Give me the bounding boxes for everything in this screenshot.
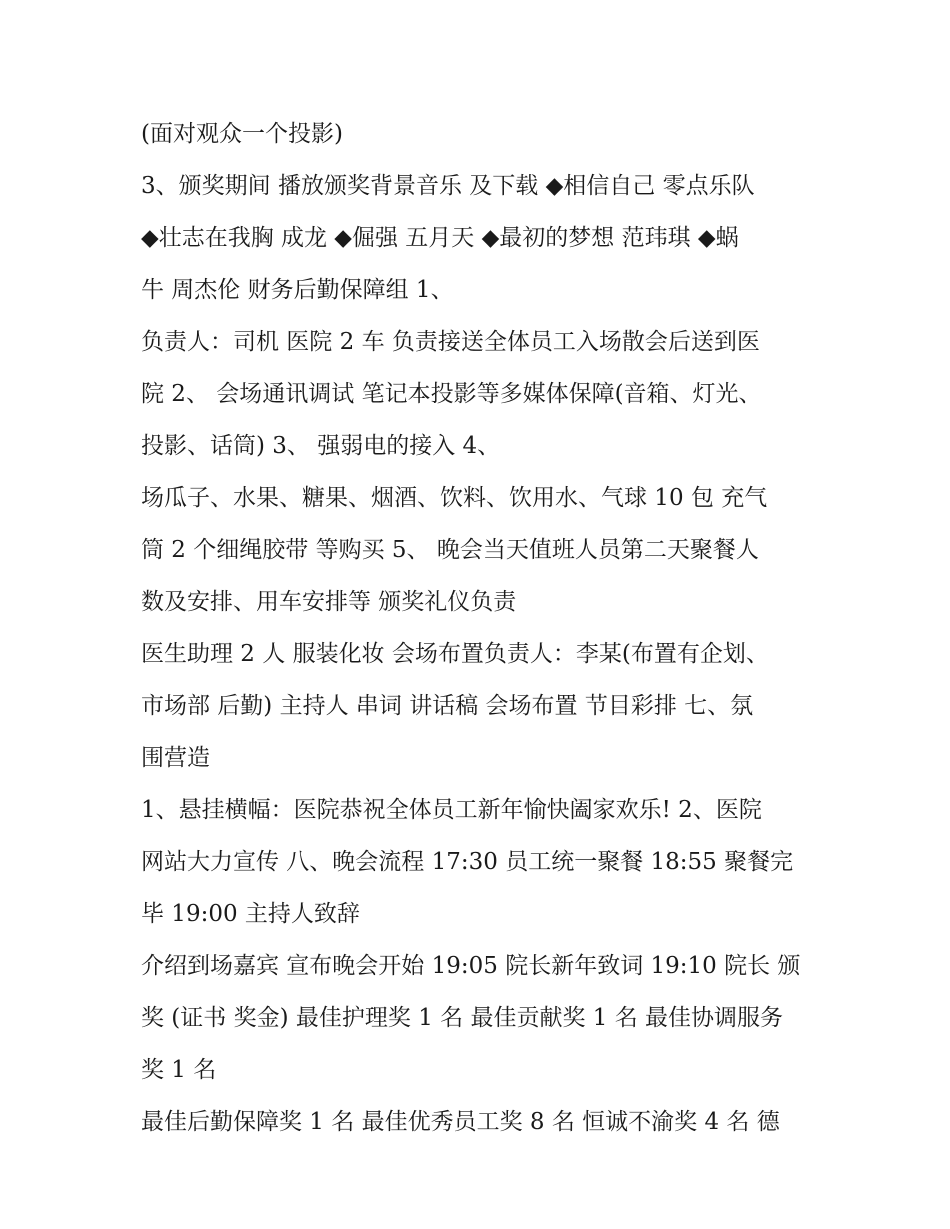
text-line: 负责人：司机 医院 2 车 负责接送全体员工入场散会后送到医 <box>141 329 760 355</box>
text-line: 介绍到场嘉宾 宣布晚会开始 19:05 院长新年致词 19:10 院长 颁 <box>141 953 801 979</box>
text-line: 毕 19:00 主持人致辞 <box>141 901 360 927</box>
text-line: 数及安排、用车安排等 颁奖礼仪负责 <box>141 589 517 615</box>
text-line: 市场部 后勤) 主持人 串词 讲话稿 会场布置 节目彩排 七、氛 <box>141 693 754 719</box>
text-line: 3、颁奖期间 播放颁奖背景音乐 及下载 ◆相信自己 零点乐队 <box>141 173 755 199</box>
text-line: 奖 (证书 奖金) 最佳护理奖 1 名 最佳贡献奖 1 名 最佳协调服务 <box>141 1005 784 1031</box>
text-line: 网站大力宣传 八、晚会流程 17:30 员工统一聚餐 18:55 聚餐完 <box>141 849 794 875</box>
text-line: 奖 1 名 <box>141 1057 217 1083</box>
text-line: 牛 周杰伦 财务后勤保障组 1、 <box>141 277 454 303</box>
text-line: 筒 2 个细绳胶带 等购买 5、 晚会当天值班人员第二天聚餐人 <box>141 537 759 563</box>
text-line: 1、悬挂横幅：医院恭祝全体员工新年愉快阖家欢乐! 2、医院 <box>141 797 762 823</box>
text-line: 围营造 <box>141 745 210 771</box>
text-line: 院 2、 会场通讯调试 笔记本投影等多媒体保障(音箱、灯光、 <box>141 381 762 407</box>
text-line: ◆壮志在我胸 成龙 ◆倔强 五月天 ◆最初的梦想 范玮琪 ◆蜗 <box>141 225 739 251</box>
text-line: 投影、话筒) 3、 强弱电的接入 4、 <box>141 433 501 459</box>
text-line: (面对观众一个投影) <box>141 121 343 147</box>
document-body <box>141 108 806 1148</box>
text-line: 最佳后勤保障奖 1 名 最佳优秀员工奖 8 名 恒诚不渝奖 4 名 德 <box>141 1109 780 1135</box>
text-line: 医生助理 2 人 服装化妆 会场布置负责人：李某(布置有企划、 <box>141 641 769 667</box>
text-line: 场瓜子、水果、糖果、烟酒、饮料、饮用水、气球 10 包 充气 <box>141 485 768 511</box>
